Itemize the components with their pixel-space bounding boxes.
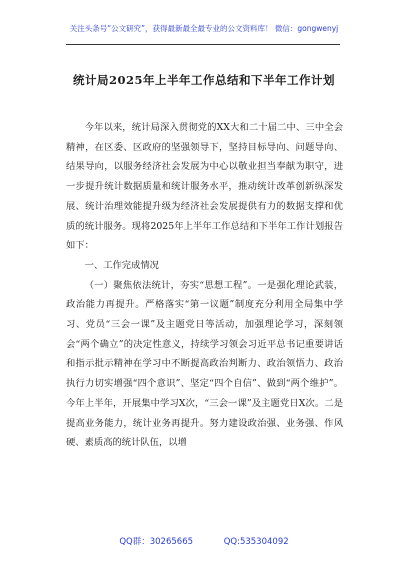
footer-contacts — [0, 535, 408, 547]
footer-qq: QQ:535304092 — [223, 537, 289, 547]
footer-qq-group: QQ群：30265665 — [119, 537, 194, 547]
document-title: 统计局2025年上半年工作总结和下半年工作计划 — [72, 73, 335, 87]
intro-paragraph: 今年以来，统计局深入贯彻党的XX大和二十届二中、三中全会精神，在区委、区政府的坚强领导下，坚持目标导向、问题导向、结果导向，以服务经济社会发展为中心以敬业担当奉献为职守，进一步提升统计数据质量和统计服务水平，推动统计改革创新纵深发展、统计治理效能提升级为经济社会发展提供有力的数据支撑和优质的统计服务。现将2025年上半年工作总结和下半年工作计划报告如下： — [66, 122, 343, 252]
header-divider — [66, 44, 340, 45]
section-paragraph: （一）聚焦依法统计，夯实“思想工程”。一是强化理论武装，政治能力再提升。严格落实“第一议题”制度充分利用全局集中学习、党员“三会一课”及主题党日等活动，加强理论学习，深刻领会“两个确立”的决定性意义，持续学习领会习近平总书记重要讲话和指示批示精神在学习中不断提高政治判断力、政治领悟力、政治执行力切实增强“四个意识”、坚定“四个自信”、做到“两个维护”。今年上半年，开展集中学习X次，“三会一课”及主题党日X次。二是提高业务能力，统计业务再提升。努力建设政治强、业务强、作风硬、素质高的统计队伍，以增 — [66, 279, 343, 449]
document-body — [66, 118, 343, 453]
section-heading: 一、工作完成情况 — [84, 259, 159, 271]
header-banner: 关注头条号“公文研究”，获得最新最全最专业的公文资料库！ 微信：gongwenyj — [69, 24, 339, 33]
